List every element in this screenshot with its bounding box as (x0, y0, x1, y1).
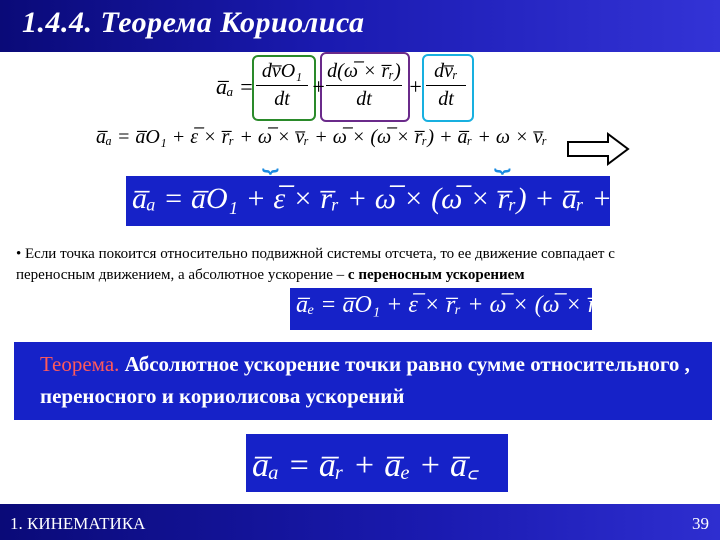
final-equation: a̅ₐ = a̅ᵣ + a̅ₑ + a̅꜀ (252, 447, 479, 484)
fraction-2-num: d(ω̅ × r̅ᵣ) (326, 60, 402, 86)
fraction-1 (256, 60, 308, 111)
expanded-equation: a̅ₐ = a̅O₁ + ε̅ × r̅ᵣ + ω̅ × v̅ᵣ + ω̅ × (ω̅ × r̅ᵣ) + a̅ᵣ + ω × v̅ᵣ (96, 126, 548, 148)
theorem-box (14, 342, 712, 420)
theorem-label: Теорема. (40, 352, 120, 376)
fraction-3-num: dv̅ᵣ (426, 60, 466, 86)
coriolis-equation: a̅ₐ = a̅O₁ + ε̅ × r̅ᵣ + ω̅ × (ω̅ × r̅ᵣ) + a̅ᵣ + 2ω̅ × v̅ᵣ (132, 182, 712, 215)
page-number: 39 (692, 514, 709, 533)
plus-1: + (311, 74, 326, 99)
final-equation-box (246, 434, 508, 492)
plus-2: + (408, 74, 423, 99)
brace-icon: ⏟ (262, 142, 279, 173)
bullet-text: • Если точка покоится относительно подвижной системы отсчета, то ее движение совпадает с переносным движением, а абсолютное ускорение – (16, 246, 615, 283)
fraction-2 (326, 60, 402, 111)
fraction-3-den: dt (438, 88, 454, 110)
fraction-3 (426, 60, 466, 111)
footer-section: 1. КИНЕМАТИКА (10, 514, 146, 533)
fraction-2-den: dt (356, 88, 372, 110)
transport-equation-box (290, 288, 611, 330)
bullet-bold-text: с переносным ускорением (347, 267, 525, 283)
top-lhs: a̅ₐ = (216, 74, 254, 99)
slide-title: 1.4.4. Теорема Кориолиса (22, 6, 365, 39)
transport-equation: a̅ₑ = a̅O₁ + ε̅ × r̅ᵣ + ω̅ × (ω̅ × r̅ᵣ) (296, 292, 611, 318)
brace-icon: ⏟ (494, 142, 511, 173)
fraction-1-num: dv̅O₁ (256, 60, 308, 86)
theorem-text: Абсолютное ускорение точки равно сумме относительного , переносного и кориолисова ускорений (40, 352, 690, 408)
fraction-1-den: dt (274, 88, 290, 110)
theorem-statement (40, 348, 704, 412)
bullet-paragraph (16, 244, 696, 286)
coriolis-equation-box (126, 176, 712, 226)
right-arrow-icon (566, 132, 630, 166)
